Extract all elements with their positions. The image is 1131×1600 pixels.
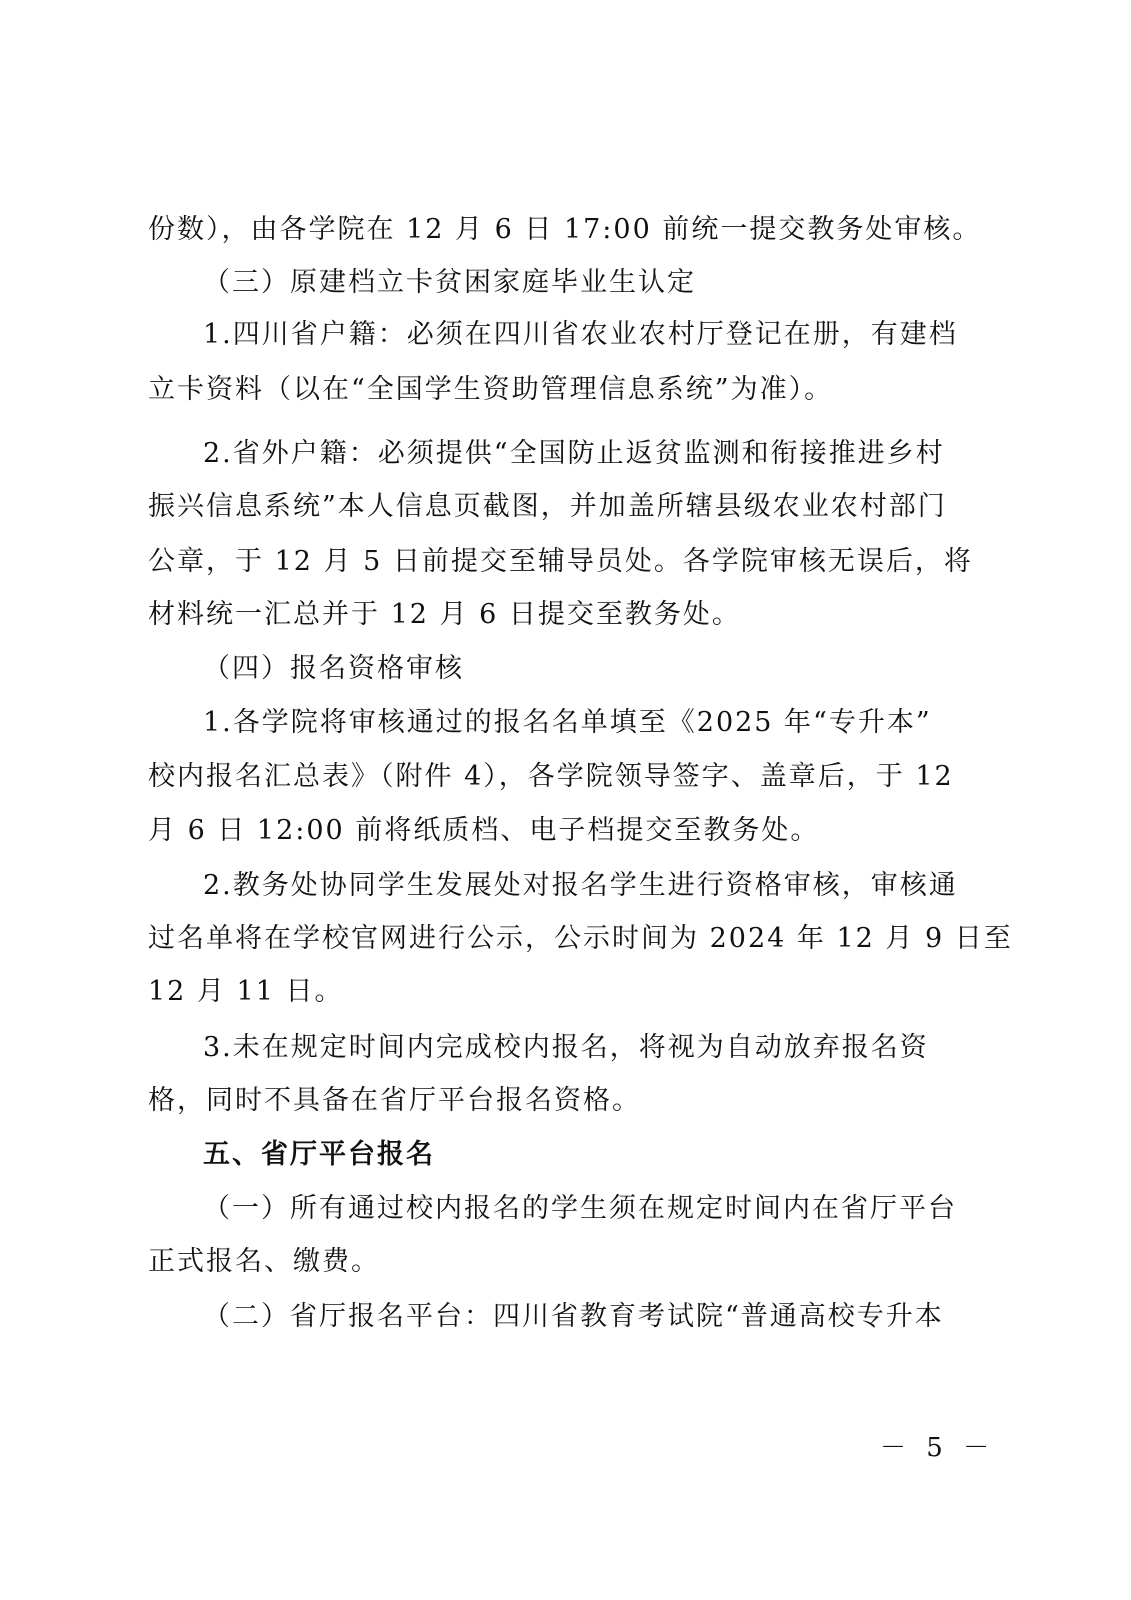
paragraph-line: 正式报名、缴费。: [148, 1246, 380, 1277]
paragraph-line: 3.未在规定时间内完成校内报名，将视为自动放弃报名资: [203, 1032, 929, 1063]
paragraph-line: 1.四川省户籍：必须在四川省农业农村厅登记在册，有建档: [203, 319, 958, 350]
section-heading: （三）原建档立卡贫困家庭毕业生认定: [203, 267, 696, 298]
paragraph-line: （二）省厅报名平台：四川省教育考试院“普通高校专升本: [203, 1301, 944, 1332]
paragraph-line: 份数），由各学院在 12 月 6 日 17:00 前统一提交教务处审核。: [148, 214, 982, 245]
section-heading: （四）报名资格审核: [203, 653, 464, 684]
paragraph-line: （一）所有通过校内报名的学生须在规定时间内在省厅平台: [203, 1193, 957, 1224]
paragraph-line: 振兴信息系统”本人信息页截图，并加盖所辖县级农业农村部门: [148, 491, 947, 522]
paragraph-line: 公章，于 12 月 5 日前提交至辅导员处。各学院审核无误后，将: [148, 546, 973, 577]
paragraph-line: 2.教务处协同学生发展处对报名学生进行资格审核，审核通: [203, 870, 958, 901]
page-number: － 5 －: [880, 1433, 996, 1463]
paragraph-line: 过名单将在学校官网进行公示，公示时间为 2024 年 12 月 9 日至: [148, 923, 1013, 954]
paragraph-line: 12 月 11 日。: [148, 976, 344, 1007]
paragraph-line: 校内报名汇总表》（附件 4），各学院领导签字、盖章后，于 12: [148, 761, 954, 792]
paragraph-line: 材料统一汇总并于 12 月 6 日提交至教务处。: [148, 599, 741, 630]
paragraph-line: 立卡资料（以在“全国学生资助管理信息系统”为准）。: [148, 374, 834, 405]
paragraph-line: 1.各学院将审核通过的报名名单填至《2025 年“专升本”: [203, 707, 932, 738]
paragraph-line: 2.省外户籍：必须提供“全国防止返贫监测和衔接推进乡村: [203, 438, 945, 469]
chapter-heading: 五、省厅平台报名: [203, 1139, 435, 1170]
paragraph-line: 月 6 日 12:00 前将纸质档、电子档提交至教务处。: [148, 815, 820, 846]
paragraph-line: 格，同时不具备在省厅平台报名资格。: [148, 1085, 641, 1116]
